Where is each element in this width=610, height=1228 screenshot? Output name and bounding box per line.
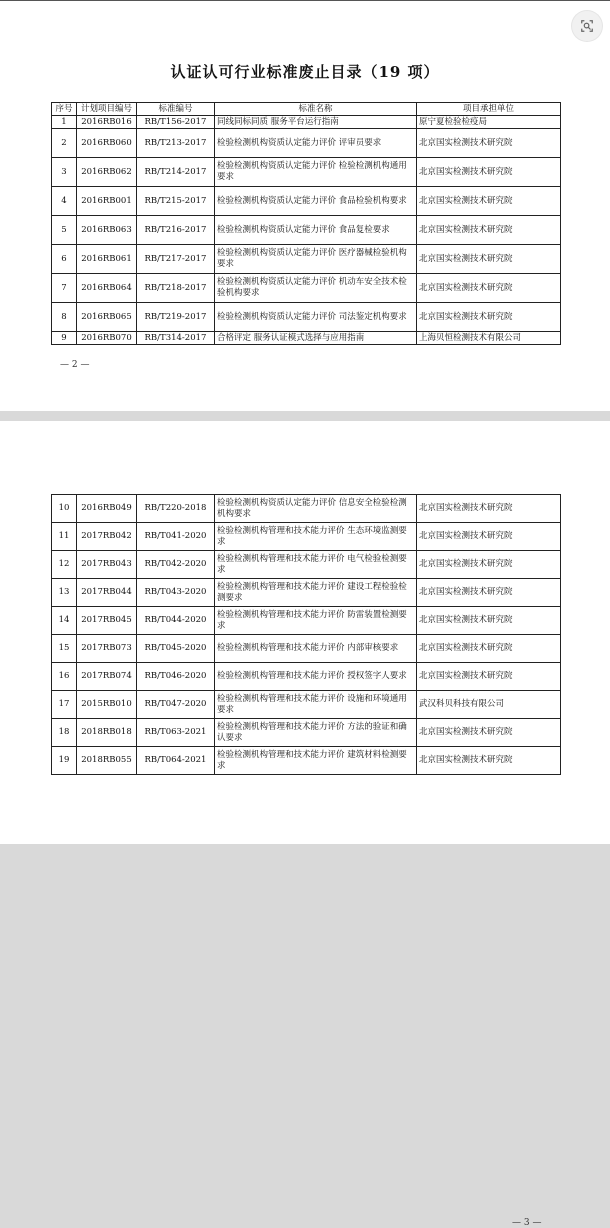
cell-standard-name: 检验检测机构资质认定能力评价 医疗器械检验机构要求 bbox=[215, 245, 417, 274]
cell-index: 14 bbox=[52, 607, 77, 635]
cell-index: 12 bbox=[52, 551, 77, 579]
cell-standard-name: 检验检测机构管理和技术能力评价 防雷装置检测要求 bbox=[215, 607, 417, 635]
cell-undertaking-unit: 北京国实检测技术研究院 bbox=[417, 303, 561, 332]
table-row bbox=[52, 523, 561, 551]
cell-standard-number: RB/T046-2020 bbox=[137, 663, 215, 691]
cell-undertaking-unit: 北京国实检测技术研究院 bbox=[417, 216, 561, 245]
cell-index: 6 bbox=[52, 245, 77, 274]
cell-plan-number: 2016RB060 bbox=[77, 129, 137, 158]
cell-standard-number: RB/T218-2017 bbox=[137, 274, 215, 303]
cell-standard-number: RB/T219-2017 bbox=[137, 303, 215, 332]
table-row bbox=[52, 116, 561, 129]
header-standard-name: 标准名称 bbox=[215, 103, 417, 116]
cell-index: 4 bbox=[52, 187, 77, 216]
table-row bbox=[52, 551, 561, 579]
cell-undertaking-unit: 北京国实检测技术研究院 bbox=[417, 523, 561, 551]
table-row bbox=[52, 129, 561, 158]
cell-standard-name: 检验检测机构资质认定能力评价 司法鉴定机构要求 bbox=[215, 303, 417, 332]
cell-undertaking-unit: 北京国实检测技术研究院 bbox=[417, 158, 561, 187]
cell-plan-number: 2017RB073 bbox=[77, 635, 137, 663]
cell-standard-number: RB/T042-2020 bbox=[137, 551, 215, 579]
cell-standard-number: RB/T314-2017 bbox=[137, 332, 215, 345]
cell-plan-number: 2016RB061 bbox=[77, 245, 137, 274]
table-row bbox=[52, 635, 561, 663]
document-page-3 bbox=[0, 421, 610, 1228]
cell-standard-name: 检验检测机构资质认定能力评价 食品检验机构要求 bbox=[215, 187, 417, 216]
cell-standard-name: 检验检测机构管理和技术能力评价 设施和环境通用要求 bbox=[215, 691, 417, 719]
table-row bbox=[52, 691, 561, 719]
cell-standard-number: RB/T045-2020 bbox=[137, 635, 215, 663]
table-row bbox=[52, 274, 561, 303]
cell-plan-number: 2017RB074 bbox=[77, 663, 137, 691]
cell-plan-number: 2018RB055 bbox=[77, 747, 137, 775]
cell-undertaking-unit: 北京国实检测技术研究院 bbox=[417, 747, 561, 775]
cell-plan-number: 2017RB043 bbox=[77, 551, 137, 579]
header-standard-number: 标准编号 bbox=[137, 103, 215, 116]
page-number: — 3 — bbox=[512, 1218, 542, 1228]
cell-index: 18 bbox=[52, 719, 77, 747]
cell-plan-number: 2016RB065 bbox=[77, 303, 137, 332]
cell-undertaking-unit: 北京国实检测技术研究院 bbox=[417, 245, 561, 274]
cell-plan-number: 2016RB063 bbox=[77, 216, 137, 245]
cell-undertaking-unit: 北京国实检测技术研究院 bbox=[417, 495, 561, 523]
cell-index: 10 bbox=[52, 495, 77, 523]
cell-standard-name: 检验检测机构管理和技术能力评价 方法的验证和确认要求 bbox=[215, 719, 417, 747]
table-row bbox=[52, 579, 561, 607]
table-row bbox=[52, 747, 561, 775]
cell-plan-number: 2017RB042 bbox=[77, 523, 137, 551]
document-title: 认证认可行业标准废止目录（19 项） bbox=[170, 63, 440, 81]
cell-index: 16 bbox=[52, 663, 77, 691]
cell-undertaking-unit: 原宁夏检验检疫局 bbox=[417, 116, 561, 129]
cell-plan-number: 2016RB070 bbox=[77, 332, 137, 345]
cell-standard-name: 检验检测机构管理和技术能力评价 生态环境监测要求 bbox=[215, 523, 417, 551]
cell-undertaking-unit: 北京国实检测技术研究院 bbox=[417, 551, 561, 579]
document-page-2 bbox=[0, 0, 610, 411]
cell-plan-number: 2018RB018 bbox=[77, 719, 137, 747]
cell-standard-number: RB/T064-2021 bbox=[137, 747, 215, 775]
cell-standard-number: RB/T043-2020 bbox=[137, 579, 215, 607]
cell-standard-name: 检验检测机构资质认定能力评价 检验检测机构通用要求 bbox=[215, 158, 417, 187]
cell-index: 9 bbox=[52, 332, 77, 345]
cell-standard-number: RB/T047-2020 bbox=[137, 691, 215, 719]
cell-index: 19 bbox=[52, 747, 77, 775]
cell-standard-name: 检验检测机构管理和技术能力评价 授权签字人要求 bbox=[215, 663, 417, 691]
cell-standard-name: 检验检测机构资质认定能力评价 食品复检要求 bbox=[215, 216, 417, 245]
cell-undertaking-unit: 上海贝恒检测技术有限公司 bbox=[417, 332, 561, 345]
table-row bbox=[52, 719, 561, 747]
cell-undertaking-unit: 北京国实检测技术研究院 bbox=[417, 187, 561, 216]
header-plan-number: 计划项目编号 bbox=[77, 103, 137, 116]
cell-index: 17 bbox=[52, 691, 77, 719]
cell-plan-number: 2017RB045 bbox=[77, 607, 137, 635]
standards-table-part2 bbox=[51, 494, 561, 775]
cell-index: 13 bbox=[52, 579, 77, 607]
cell-undertaking-unit: 武汉科贝科技有限公司 bbox=[417, 691, 561, 719]
cell-plan-number: 2016RB001 bbox=[77, 187, 137, 216]
table-row bbox=[52, 607, 561, 635]
header-index: 序号 bbox=[52, 103, 77, 116]
cell-standard-number: RB/T216-2017 bbox=[137, 216, 215, 245]
cell-plan-number: 2015RB010 bbox=[77, 691, 137, 719]
cell-plan-number: 2017RB044 bbox=[77, 579, 137, 607]
cell-standard-name: 检验检测机构资质认定能力评价 机动车安全技术检验机构要求 bbox=[215, 274, 417, 303]
table-row bbox=[52, 303, 561, 332]
cell-undertaking-unit: 北京国实检测技术研究院 bbox=[417, 274, 561, 303]
cell-index: 8 bbox=[52, 303, 77, 332]
table-row bbox=[52, 187, 561, 216]
cell-index: 15 bbox=[52, 635, 77, 663]
header-undertaking-unit: 项目承担单位 bbox=[417, 103, 561, 116]
image-search-icon[interactable] bbox=[572, 11, 602, 41]
cell-index: 2 bbox=[52, 129, 77, 158]
cell-index: 7 bbox=[52, 274, 77, 303]
table-row bbox=[52, 332, 561, 345]
cell-standard-number: RB/T220-2018 bbox=[137, 495, 215, 523]
cell-standard-number: RB/T041-2020 bbox=[137, 523, 215, 551]
page-separator bbox=[0, 411, 610, 421]
cell-undertaking-unit: 北京国实检测技术研究院 bbox=[417, 607, 561, 635]
cell-standard-number: RB/T063-2021 bbox=[137, 719, 215, 747]
cell-index: 11 bbox=[52, 523, 77, 551]
cell-index: 1 bbox=[52, 116, 77, 129]
cell-standard-name: 检验检测机构管理和技术能力评价 内部审核要求 bbox=[215, 635, 417, 663]
cell-index: 5 bbox=[52, 216, 77, 245]
table-row bbox=[52, 245, 561, 274]
cell-undertaking-unit: 北京国实检测技术研究院 bbox=[417, 129, 561, 158]
cell-standard-name: 同线同标同质 服务平台运行指南 bbox=[215, 116, 417, 129]
cell-standard-name: 检验检测机构管理和技术能力评价 建筑材料检测要求 bbox=[215, 747, 417, 775]
cell-standard-number: RB/T215-2017 bbox=[137, 187, 215, 216]
table-row bbox=[52, 495, 561, 523]
cell-standard-name: 检验检测机构资质认定能力评价 信息安全检验检测机构要求 bbox=[215, 495, 417, 523]
cell-standard-name: 检验检测机构资质认定能力评价 评审员要求 bbox=[215, 129, 417, 158]
cell-standard-number: RB/T217-2017 bbox=[137, 245, 215, 274]
cell-plan-number: 2016RB062 bbox=[77, 158, 137, 187]
table-row bbox=[52, 158, 561, 187]
page-number: — 2 — bbox=[60, 360, 90, 370]
standards-table-part1 bbox=[51, 102, 561, 345]
cell-plan-number: 2016RB016 bbox=[77, 116, 137, 129]
cell-plan-number: 2016RB049 bbox=[77, 495, 137, 523]
cell-standard-name: 检验检测机构管理和技术能力评价 电气检验检测要求 bbox=[215, 551, 417, 579]
cell-standard-name: 合格评定 服务认证模式选择与应用指南 bbox=[215, 332, 417, 345]
cell-index: 3 bbox=[52, 158, 77, 187]
cell-undertaking-unit: 北京国实检测技术研究院 bbox=[417, 635, 561, 663]
cell-standard-number: RB/T044-2020 bbox=[137, 607, 215, 635]
cell-undertaking-unit: 北京国实检测技术研究院 bbox=[417, 663, 561, 691]
table-row bbox=[52, 663, 561, 691]
table-header-row bbox=[52, 103, 561, 116]
cell-undertaking-unit: 北京国实检测技术研究院 bbox=[417, 719, 561, 747]
cell-standard-number: RB/T213-2017 bbox=[137, 129, 215, 158]
cell-standard-number: RB/T156-2017 bbox=[137, 116, 215, 129]
cell-plan-number: 2016RB064 bbox=[77, 274, 137, 303]
cell-standard-name: 检验检测机构管理和技术能力评价 建设工程检验检测要求 bbox=[215, 579, 417, 607]
table-row bbox=[52, 216, 561, 245]
cell-standard-number: RB/T214-2017 bbox=[137, 158, 215, 187]
cell-undertaking-unit: 北京国实检测技术研究院 bbox=[417, 579, 561, 607]
